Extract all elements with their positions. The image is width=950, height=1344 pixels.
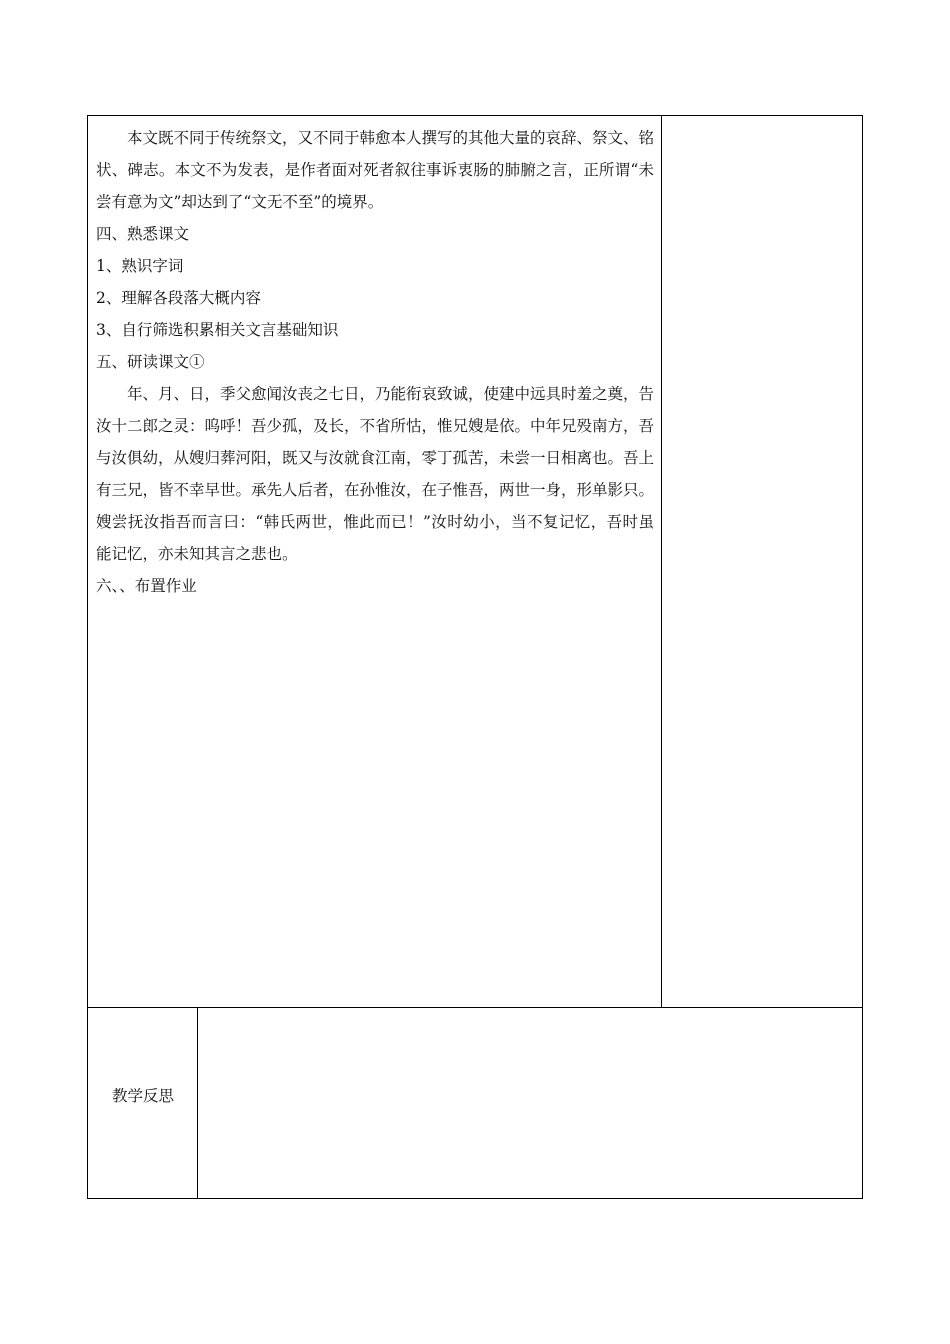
list-item: 2、理解各段落大概内容 xyxy=(96,289,261,307)
row-divider xyxy=(87,1007,863,1008)
section-heading-4: 四、熟悉课文 xyxy=(96,225,190,243)
list-item: 3、自行筛选积累相关文言基础知识 xyxy=(96,321,339,339)
lesson-content xyxy=(96,122,654,602)
reflection-label: 教学反思 xyxy=(111,1087,174,1105)
classical-text-paragraph: 年、月、日，季父愈闻汝丧之七日，乃能衔哀致诚，使建中远具时羞之奠，告汝十二郎之灵：呜呼！吾少孤，及长，不省所怙，惟兄嫂是依。中年兄殁南方，吾与汝俱幼，从嫂归葬河阳，既又与汝就食江南，零丁孤苦，未尝一日相离也。吾上有三兄，皆不幸早世。承先人后者，在孙惟汝，在子惟吾，两世一身，形单影只。嫂尝抚汝指吾而言曰：“韩氏两世，惟此而已！”汝时幼小，当不复记忆，吾时虽能记忆，亦未知其言之悲也。 xyxy=(96,385,655,563)
intro-paragraph: 本文既不同于传统祭文，又不同于韩愈本人撰写的其他大量的哀辞、祭文、铭状、碑志。本文不为发表，是作者面对死者叙往事诉衷肠的肺腑之言，正所谓“未尝有意为文”却达到了“文无不至”的境界。 xyxy=(96,129,655,211)
list-item: 1、熟识字词 xyxy=(96,257,184,275)
reflection-notes-area[interactable] xyxy=(199,1009,861,1197)
section-heading-6: 六、、布置作业 xyxy=(96,577,197,595)
column-divider xyxy=(661,115,662,1008)
section-heading-5: 五、研读课文① xyxy=(96,353,205,371)
